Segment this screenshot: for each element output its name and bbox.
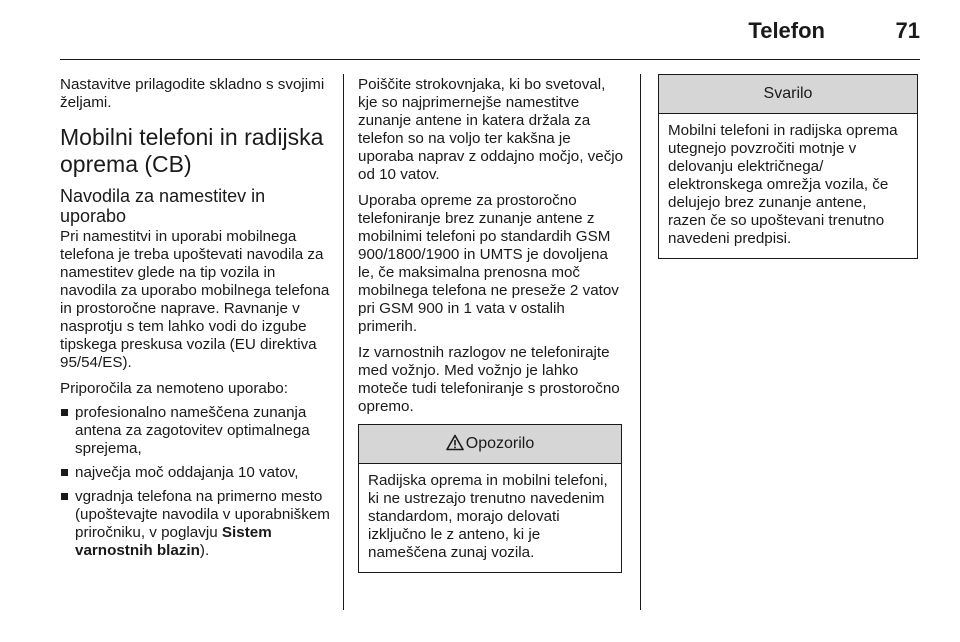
column-divider-2 xyxy=(640,74,641,610)
column-divider-1 xyxy=(343,74,344,610)
header-rule xyxy=(60,59,920,60)
page-number: 71 xyxy=(895,18,920,43)
column-2 xyxy=(358,76,626,573)
recommendations-list xyxy=(60,404,332,560)
caution-body: Mobilni telefoni in radijska oprema utegnejo povzročiti motnje v delovanju električnega/ elektronskega omrežja vozila, če delujejo brez zunanje antene, razen če so upoštevani trenutno navedeni predpisi. xyxy=(668,122,898,247)
list-item: profesionalno nameščena zunanja antena za zagotovitev optimalnega sprejema, xyxy=(60,404,332,458)
warning-title: Opozorilo xyxy=(465,435,535,452)
column-1 xyxy=(60,76,332,566)
installation-paragraph: Pri namestitvi in uporabi mobilnega telefona je treba upoštevati navodila za namestitev glede na tip vozila in navodila za uporabo mobilnega telefona in prostoročne naprave. Ravnanje v nasprotju s tem lahko vodi do izgube tipskega preskusa vozila (EU direktiva 95/54/ES). xyxy=(60,228,330,371)
caution-box xyxy=(658,74,918,259)
list-item: največja moč oddajanja 10 vatov, xyxy=(60,464,332,482)
warning-box xyxy=(358,424,622,573)
caution-header: Svarilo xyxy=(659,75,917,114)
safety-paragraph: Iz varnostnih razlogov ne telefonirajte med vožnjo. Med vožnjo je lahko moteče tudi telefoniranje s prostoročno opremo. xyxy=(358,344,620,415)
recommendations-intro: Priporočila za nemoteno uporabo: xyxy=(60,380,288,397)
expert-advice-paragraph: Poiščite strokovnjaka, ki bo svetoval, kje so najprimernejše namestitve zunanje antene in katera držala za telefon so na voljo ter kakšna je uporaba naprav z oddajno močjo, večjo od 10 vatov. xyxy=(358,76,624,183)
cross-reference-link[interactable]: Sistem varnostnih blazin xyxy=(75,524,272,559)
list-item-end: ). xyxy=(199,542,210,559)
intro-text: Nastavitve prilagodite skladno s svojimi željami. xyxy=(60,76,325,111)
subsection-heading: Navodila za namestitev in uporabo xyxy=(60,186,266,226)
column-3 xyxy=(658,76,918,259)
list-item-text: vgradnja telefona na primerno mesto (upoštevajte navodila v uporabniškem priročniku, v poglavju xyxy=(75,488,330,541)
warning-header xyxy=(359,425,621,464)
handsfree-paragraph: Uporaba opreme za prostoročno telefoniranje brez zunanje antene z mobilnimi telefoni po standardih GSM 900/1800/1900 in UMTS je dovoljena le, če maksimalna prenosna moč mobilnega telefona ne preseže 2 vatov pri GSM 900 in 1 vata v ostalih primerih. xyxy=(358,192,619,335)
header-title: Telefon xyxy=(748,18,825,43)
warning-triangle-icon xyxy=(446,428,464,466)
list-item xyxy=(60,488,332,560)
section-heading: Mobilni telefoni in radijska oprema (CB) xyxy=(60,124,324,177)
warning-body: Radijska oprema in mobilni telefoni, ki ne ustrezajo trenutno navedenim standardom, morajo delovati izključno le z anteno, ki je nameščena zunaj vozila. xyxy=(368,472,608,561)
